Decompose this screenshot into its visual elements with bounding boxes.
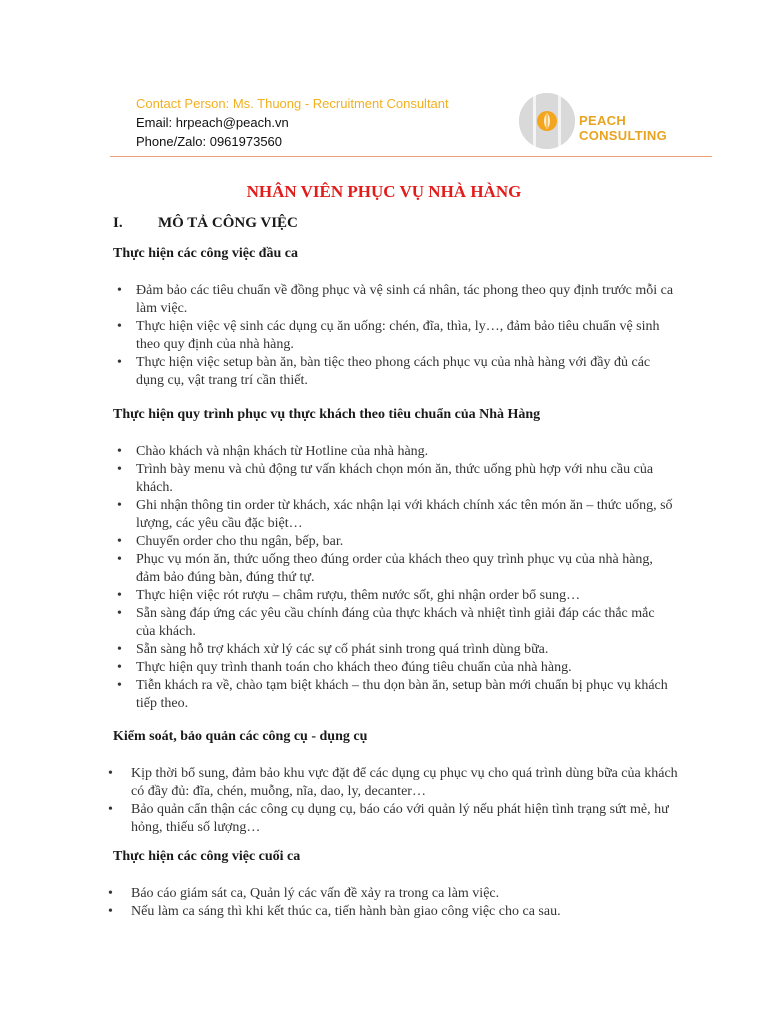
peach-logo-icon (519, 93, 575, 149)
list-item: • Thực hiện việc setup bàn ăn, bàn tiệc theo phong cách phục vụ của nhà hàng với đầy đủ các dụng cụ, vật trang trí cần thiết. (117, 354, 677, 390)
list-start-shift (117, 282, 677, 390)
contact-header (136, 94, 449, 151)
list-item: • Thực hiện việc vệ sinh các dụng cụ ăn uống: chén, đĩa, thìa, ly…, đảm bảo tiêu chuẩn vệ sinh theo quy định của nhà hàng. (117, 318, 677, 354)
list-item: • Chuyển order cho thu ngân, bếp, bar. (117, 533, 677, 551)
contact-phone: Phone/Zalo: 0961973560 (136, 134, 283, 149)
list-item: • Ghi nhận thông tin order từ khách, xác nhận lại với khách chính xác tên món ăn – thức uống, số lượng, các yêu cầu đặc biệt… (117, 497, 677, 533)
section-number: I. (113, 215, 123, 231)
list-item: • Sẵn sàng hỗ trợ khách xử lý các sự cố phát sinh trong quá trình dùng bữa. (117, 641, 677, 659)
list-item: • Nếu làm ca sáng thì khi kết thúc ca, tiến hành bàn giao công việc cho ca sau. (108, 903, 678, 921)
list-item: • Chào khách và nhận khách từ Hotline của nhà hàng. (117, 443, 677, 461)
contact-person: Contact Person: Ms. Thuong - Recruitment Consultant (136, 96, 449, 111)
list-tools (108, 765, 678, 837)
document-title: NHÂN VIÊN PHỤC VỤ NHÀ HÀNG (246, 182, 522, 201)
list-item: • Đảm bảo các tiêu chuẩn về đồng phục và vệ sinh cá nhân, tác phong theo quy định trước mỗi ca làm việc. (117, 282, 677, 318)
list-service-process (117, 443, 677, 713)
group-heading-tools: Kiểm soát, bảo quản các công cụ - dụng cụ (113, 729, 368, 744)
group-heading-service-process: Thực hiện quy trình phục vụ thực khách theo tiêu chuẩn của Nhà Hàng (113, 407, 541, 422)
list-item: • Kịp thời bổ sung, đảm bảo khu vực đặt để các dụng cụ phục vụ cho quá trình dùng bữa của khách có đầy đủ: đĩa, chén, muỗng, nĩa, dao, ly, decanter… (108, 765, 678, 801)
list-item: • Báo cáo giám sát ca, Quản lý các vấn đề xảy ra trong ca làm việc. (108, 885, 678, 903)
list-item: • Thực hiện quy trình thanh toán cho khách theo đúng tiêu chuẩn của nhà hàng. (117, 659, 677, 677)
list-item: • Tiễn khách ra về, chào tạm biệt khách – thu dọn bàn ăn, setup bàn mới chuẩn bị phục vụ khách tiếp theo. (117, 677, 677, 713)
group-heading-end-shift: Thực hiện các công việc cuối ca (113, 849, 301, 864)
list-item: • Phục vụ món ăn, thức uống theo đúng order của khách theo quy trình phục vụ của nhà hàng, đảm bảo đúng bàn, đúng thứ tự. (117, 551, 677, 587)
header-divider (110, 156, 712, 157)
list-end-shift (108, 885, 678, 921)
list-item: • Trình bày menu và chủ động tư vấn khách chọn món ăn, thức uống phù hợp với nhu cầu của khách. (117, 461, 677, 497)
peach-consulting-logo (519, 93, 699, 153)
list-item: • Bảo quản cẩn thận các công cụ dụng cụ, báo cáo với quản lý nếu phát hiện tình trạng sứt mẻ, hư hỏng, thiếu số lượng… (108, 801, 678, 837)
list-item: • Sẵn sàng đáp ứng các yêu cầu chính đáng của thực khách và nhiệt tình giải đáp các thắc mắc của khách. (117, 605, 677, 641)
group-heading-start-shift: Thực hiện các công việc đầu ca (113, 246, 298, 261)
section-heading (113, 215, 298, 232)
section-label: MÔ TẢ CÔNG VIỆC (158, 215, 298, 231)
list-item: • Thực hiện việc rót rượu – châm rượu, thêm nước sốt, ghi nhận order bổ sung… (117, 587, 677, 605)
logo-text: PEACH CONSULTING (579, 113, 667, 143)
contact-email: Email: hrpeach@peach.vn (136, 115, 289, 130)
